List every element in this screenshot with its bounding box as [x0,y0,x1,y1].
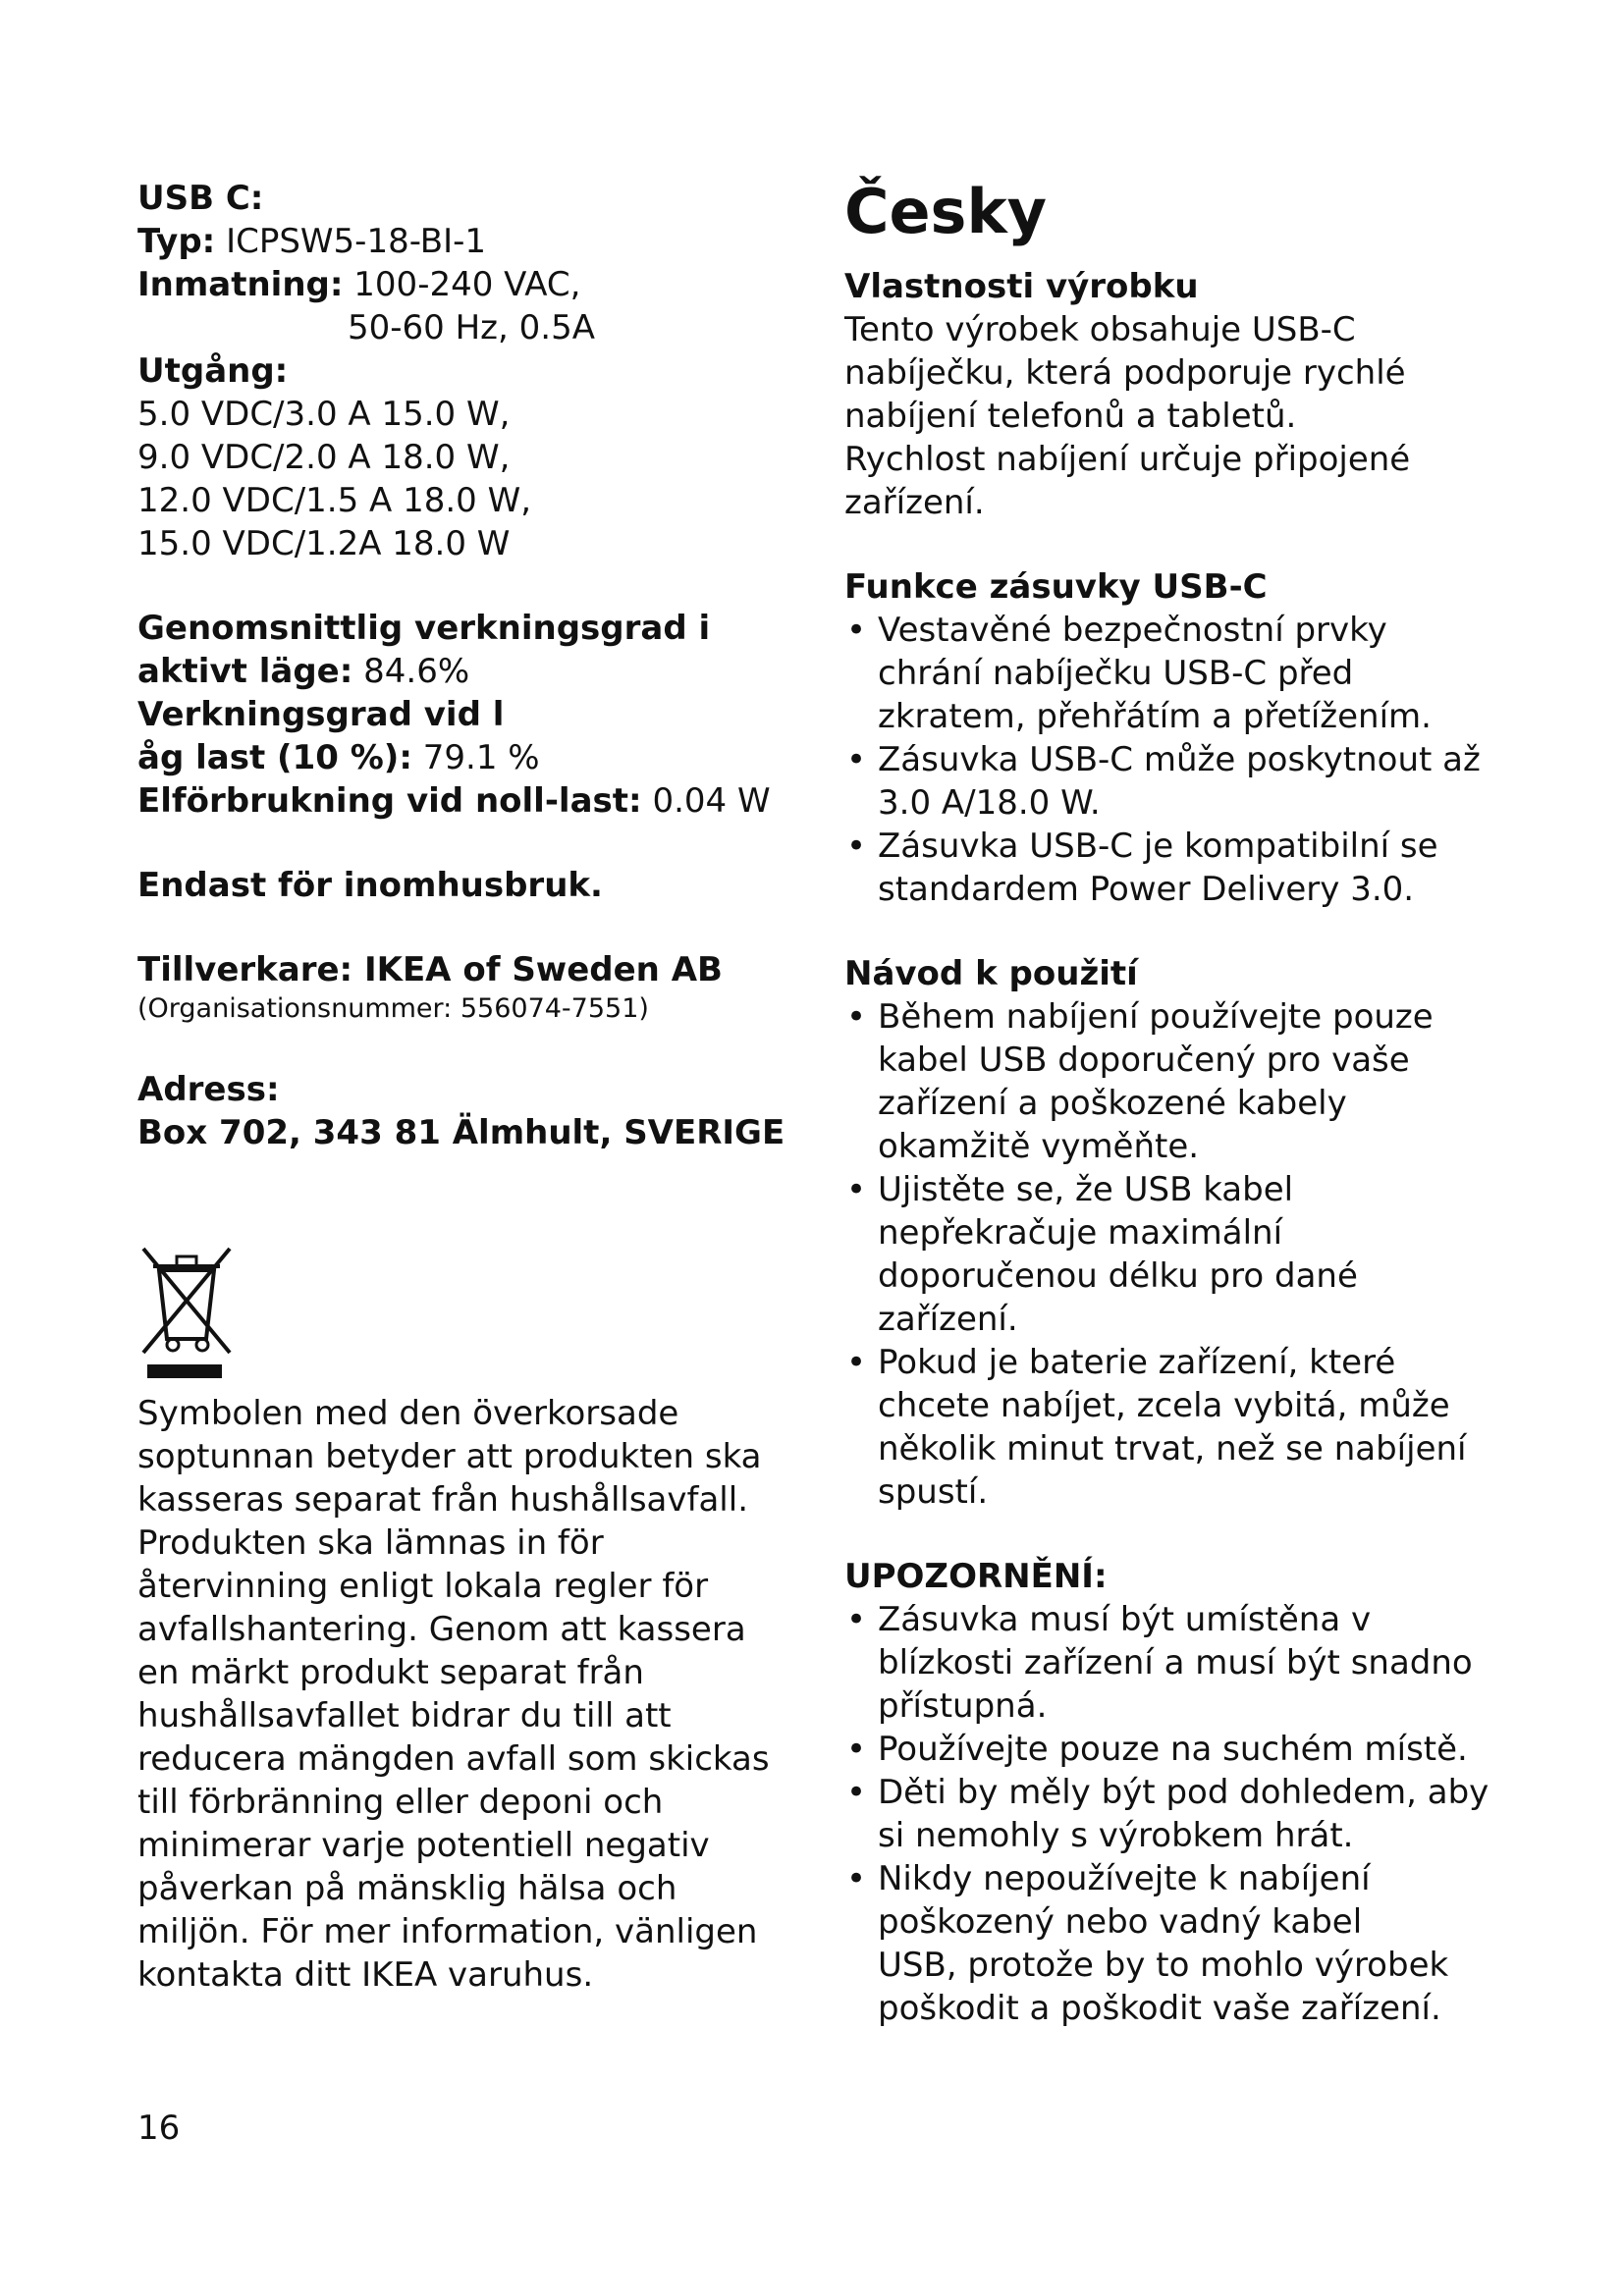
page-number: 16 [137,2109,181,2148]
list-item-line: poškozený nebo vadný kabel [878,1902,1363,1942]
list-item-line: • Zásuvka USB-C může poskytnout až [878,740,1481,779]
list-item-line: přístupná. [878,1686,1048,1726]
weee-line: kasseras separat från hushållsavfall. [137,1480,749,1520]
list-item [844,738,1512,825]
weee-line: Produkten ska lämnas in för [137,1523,604,1563]
list-item-line: spustí. [878,1472,989,1512]
input-row [137,263,805,306]
list-item [844,995,1512,1168]
usage-heading: Návod k použití [844,954,1138,993]
list-item [844,1598,1512,1728]
list-item-line: zařízení. [878,1300,1018,1339]
noload-label: Elförbrukning vid noll-last: [137,781,642,821]
list-item-line: blízkosti zařízení a musí být snadno [878,1643,1473,1682]
input-value-1: 100-240 VAC, [353,265,581,304]
features-line: zařízení. [844,483,985,522]
list-item-line: standardem Power Delivery 3.0. [878,870,1415,909]
list-item-line: • Ujistěte se, že USB kabel [878,1170,1294,1209]
weee-line: en märkt produkt separat från [137,1653,644,1692]
output-line: 5.0 VDC/3.0 A 15.0 W, [137,395,511,434]
list-item-line: • Zásuvka musí být umístěna v [878,1600,1372,1639]
warning-list [844,1598,1512,2030]
list-item-line: • Děti by měly být pod dohledem, aby [878,1773,1489,1812]
efficiency-label-2: aktivt läge: [137,652,353,691]
weee-line: återvinning enligt lokala regler för [137,1567,709,1606]
list-item-line: nepřekračuje maximální [878,1213,1283,1253]
list-item [844,1728,1512,1771]
efficiency-row [137,650,805,693]
list-item [844,609,1512,738]
features-line: nabíjení telefonů a tabletů. [844,397,1297,436]
type-label: Typ: [137,222,216,261]
list-item-line: • Pokud je baterie zařízení, které [878,1343,1396,1382]
indoor-only: Endast för inomhusbruk. [137,866,603,905]
weee-line: soptunnan betyder att produkten ska [137,1437,762,1476]
weee-line: påverkan på mänsklig hälsa och [137,1869,677,1908]
output-line: 15.0 VDC/1.2A 18.0 W [137,524,511,563]
list-item [844,1857,1512,2030]
type-value: ICPSW5-18-BI-1 [226,222,487,261]
list-item [844,825,1512,911]
efficiency-value: 84.6% [363,652,470,691]
weee-paragraph [137,1392,805,1997]
weee-line: Symbolen med den överkorsade [137,1394,679,1433]
list-item-line: • Zásuvka USB-C je kompatibilní se [878,827,1438,866]
noload-row [137,779,805,823]
usage-list [844,995,1512,1514]
weee-line: minimerar varje potentiell negativ [137,1826,710,1865]
lowload-value: 79.1 % [422,738,540,777]
features-line: Tento výrobek obsahuje USB-C [844,310,1356,349]
features-heading: Vlastnosti výrobku [844,267,1199,306]
list-item-line: doporučenou délku pro dané [878,1256,1358,1296]
input-label: Inmatning: [137,265,344,304]
lowload-row [137,736,805,779]
manufacturer: Tillverkare: IKEA of Sweden AB [137,950,723,989]
list-item-line: chcete nabíjet, zcela vybitá, může [878,1386,1450,1425]
list-item-line: • Nikdy nepoužívejte k nabíjení [878,1859,1371,1898]
weee-line: miljön. För mer information, vänligen [137,1912,758,1951]
list-item [844,1341,1512,1514]
list-item-line: několik minut trvat, než se nabíjení [878,1429,1467,1468]
list-item-line: USB, protože by to mohlo výrobek [878,1946,1449,1985]
address-value: Box 702, 343 81 Älmhult, SVERIGE [137,1113,785,1152]
weee-line: avfallshantering. Genom att kassera [137,1610,746,1649]
right-column [844,177,1512,2030]
noload-value: 0.04 W [652,781,771,821]
weee-line: reducera mängden avfall som skickas [137,1739,770,1779]
list-item-line: chrání nabíječku USB-C před [878,654,1354,693]
input-value-2: 50-60 Hz, 0.5A [348,308,595,347]
org-number: (Organisationsnummer: 556074-7551) [137,993,649,1024]
list-item-line: kabel USB doporučený pro vaše [878,1041,1410,1080]
warning-heading: UPOZORNĚNÍ: [844,1557,1108,1596]
socket-list [844,609,1512,911]
weee-line: hushållsavfallet bidrar du till att [137,1696,672,1735]
list-item-line: • Používejte pouze na suchém místě. [878,1730,1468,1769]
list-item-line: • Během nabíjení používejte pouze [878,997,1434,1037]
list-item-line: 3.0 A/18.0 W. [878,783,1101,823]
type-row [137,220,805,263]
lowload-label-1: Verkningsgrad vid l [137,695,505,734]
output-line: 12.0 VDC/1.5 A 18.0 W, [137,481,532,520]
list-item-line: poškodit a poškodit vaše zařízení. [878,1989,1441,2028]
output-line: 9.0 VDC/2.0 A 18.0 W, [137,438,511,477]
lowload-label-2: åg last (10 %): [137,738,412,777]
left-column [137,177,805,1997]
crossed-out-wheelie-bin-icon [137,1243,236,1380]
features-line: Rychlost nabíjení určuje připojené [844,440,1411,479]
output-label: Utgång: [137,351,289,391]
weee-line: till förbränning eller deponi och [137,1783,664,1822]
list-item-line: zkratem, přehřátím a přetížením. [878,697,1432,736]
features-line: nabíječku, která podporuje rychlé [844,353,1406,393]
language-title: Česky [844,176,1048,247]
list-item [844,1771,1512,1857]
efficiency-label-1: Genomsnittlig verkningsgrad i [137,609,711,648]
address-label: Adress: [137,1070,280,1109]
list-item-line: si nemohly s výrobkem hrát. [878,1816,1354,1855]
usb-heading: USB C: [137,179,264,218]
weee-line: kontakta ditt IKEA varuhus. [137,1955,594,1995]
list-item-line: okamžitě vyměňte. [878,1127,1200,1166]
list-item-line: zařízení a poškozené kabely [878,1084,1347,1123]
list-item [844,1168,1512,1341]
list-item-line: • Vestavěné bezpečnostní prvky [878,611,1387,650]
socket-heading: Funkce zásuvky USB-C [844,567,1268,607]
